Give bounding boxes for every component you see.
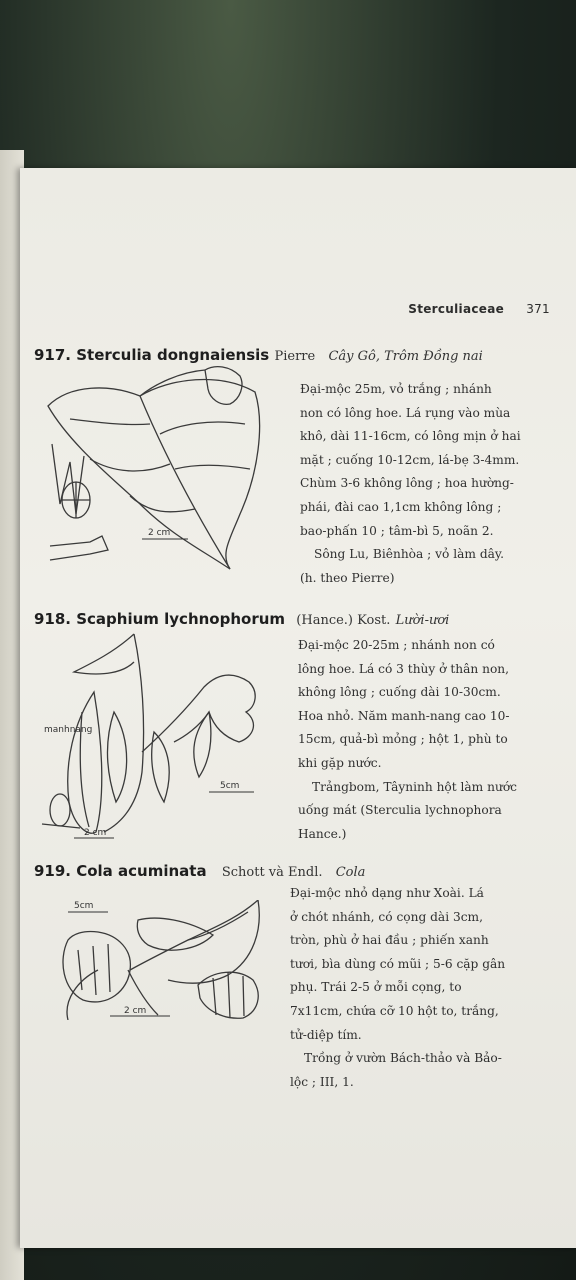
vernacular-name: Lười-ươi <box>395 613 450 628</box>
scale-label: 5cm <box>74 901 94 911</box>
entry-917-title <box>34 346 483 364</box>
text-line: lông hoe. Lá có 3 thùy ở thân non, <box>298 661 510 676</box>
text-line: mặt ; cuống 10-12cm, lá-bẹ 3-4mm. <box>300 452 520 467</box>
sterculia-drawing <box>30 364 270 596</box>
scale-label: 2 cm <box>148 528 171 538</box>
text-line: Trảngbom, Tâyninh hột làm nước <box>312 779 517 794</box>
text-line: Chùm 3-6 không lông ; hoa hường- <box>300 476 514 491</box>
text-line: 15cm, quả-bì mỏng ; hột 1, phù to <box>298 732 508 747</box>
text-line: phái, đài cao 1,1cm không lông ; <box>300 499 502 514</box>
scale-label-small: 2 cm <box>84 828 107 838</box>
text-line: không lông ; cuống dài 10-30cm. <box>298 685 501 700</box>
text-line: Hoa nhỏ. Năm manh-nang cao 10- <box>298 708 510 723</box>
running-header <box>408 302 550 316</box>
scale-label: 5cm <box>220 781 240 791</box>
text-line: phụ. Trái 2-5 ở mỗi cọng, to <box>290 980 462 995</box>
text-line: bao-phấn 10 ; tâm-bì 5, noãn 2. <box>300 523 494 538</box>
text-line: Đại-mộc 20-25m ; nhánh non có <box>298 638 495 652</box>
author: Pierre <box>274 349 316 364</box>
scaphium-illustration <box>34 632 284 842</box>
author: Schott và Endl. <box>221 865 323 880</box>
entry-919-title <box>34 862 365 880</box>
text-line: Sông Lu, Biênhòa ; vỏ làm dây. <box>314 547 505 562</box>
entry-918-description <box>298 634 550 846</box>
species-name: 918. Scaphium lychnophorum <box>34 610 286 628</box>
species-name: 919. Cola acuminata <box>34 862 207 880</box>
text-line: non có lông hoe. Lá rụng vào mùa <box>300 405 511 420</box>
text-line: uống mát (Sterculia lychnophora <box>298 803 502 818</box>
text-line: Đại-mộc nhỏ dạng như Xoài. Lá <box>290 886 484 900</box>
text-line: Đại-mộc 25m, vỏ trắng ; nhánh <box>300 382 492 396</box>
cola-illustration <box>38 900 278 1020</box>
entry-917-description <box>300 378 550 590</box>
sterculia-illustration <box>30 364 270 596</box>
figure-label: manhnang <box>44 725 93 735</box>
cola-scale-drawing <box>100 1006 200 1026</box>
text-line: khi gặp nước. <box>298 755 382 770</box>
cola-drawing <box>38 900 278 1020</box>
text-line: lộc ; III, 1. <box>290 1074 354 1089</box>
text-line: Hance.) <box>298 826 347 841</box>
text-line: tươi, bìa dùng có mũi ; 5-6 cặp gân <box>290 956 506 971</box>
text-line: (h. theo Pierre) <box>300 570 395 585</box>
family-name: Sterculiaceae <box>408 302 505 316</box>
text-line: tử-diệp tím. <box>290 1027 362 1042</box>
text-line: ở chót nhánh, có cọng dài 3cm, <box>290 909 483 924</box>
vernacular-name: Cây Gô, Trôm Đồng nai <box>328 349 483 364</box>
author: (Hance.) Kost. <box>296 613 391 628</box>
cola-scale-bar <box>100 1006 200 1026</box>
page-number: 371 <box>526 302 550 316</box>
species-name: 917. Sterculia dongnaiensis <box>34 346 270 364</box>
book-page <box>20 168 576 1248</box>
text-line: tròn, phù ở hai đầu ; phiến xanh <box>290 933 489 948</box>
text-line: Trồng ở vườn Bách-thảo và Bảo- <box>304 1051 502 1066</box>
text-line: khô, dài 11-16cm, có lông mịn ở hai <box>300 429 521 444</box>
entry-919-description <box>290 882 540 1094</box>
vernacular-name: Cola <box>335 865 366 880</box>
text-line: 7x11cm, chứa cỡ 10 hột to, trắng, <box>290 1003 499 1018</box>
scaphium-drawing <box>34 632 284 842</box>
entry-918-title <box>34 610 449 628</box>
scale-label-small: 2 cm <box>124 1006 147 1016</box>
